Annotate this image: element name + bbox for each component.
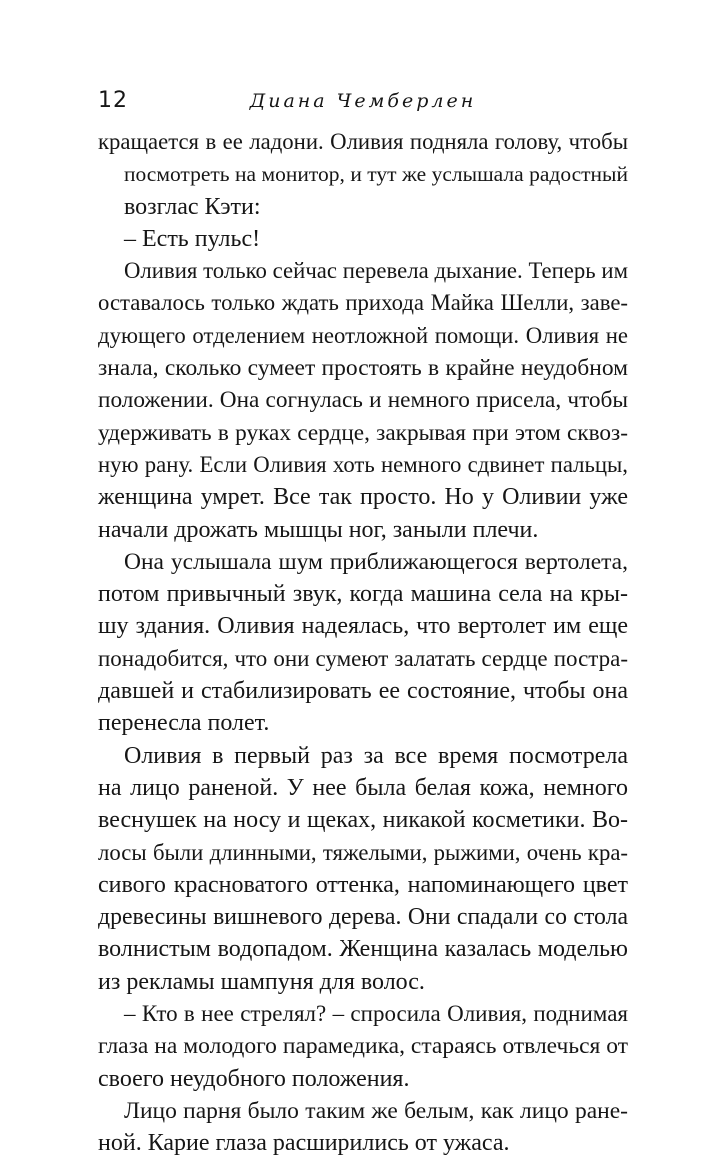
text-line: оставалось только ждать прихода Майка Шелли, заве- [98, 290, 628, 316]
text-line: Оливия в первый раз за все время посмотрела [124, 742, 628, 769]
text-line: положении. Она согнулась и немного присела, чтобы [98, 387, 628, 414]
page-number: 12 [98, 88, 128, 113]
text-line: – Кто в нее стрелял? – спросила Оливия, поднимая [124, 1001, 628, 1027]
text-line: женщина умрет. Все так просто. Но у Оливии уже [98, 484, 628, 511]
running-head [98, 88, 628, 122]
text-line: удерживать в руках сердце, закрывая при этом сквоз- [98, 419, 628, 446]
text-line: – Есть пульс! [124, 225, 261, 252]
text-line: своего неудобного положения. [98, 1065, 410, 1092]
text-line: понадобится, что они сумеют залатать сердце постра- [98, 645, 628, 671]
text-line: посмотреть на монитор, и тут же услышала радостный [124, 162, 628, 187]
text-line: начали дрожать мышцы ног, заныли плечи. [98, 516, 539, 543]
text-line: глаза на молодого парамедика, стараясь отвлечься от [98, 1033, 628, 1060]
text-line: Лицо парня было таким же белым, как лицо ране- [124, 1097, 628, 1124]
text-line: дующего отделением неотложной помощи. Оливия не [98, 322, 628, 348]
text-line: ной. Карие глаза расширились от ужаса. [98, 1130, 510, 1157]
text-line: Она услышала шум приближающегося вертолета, [124, 548, 628, 575]
text-line: сивого красноватого оттенка, напоминающего цвет [98, 871, 628, 898]
text-line: на лицо раненой. У нее была белая кожа, немного [98, 774, 628, 801]
text-line: перенесла полет. [98, 710, 270, 737]
text-line: знала, сколько сумеет простоять в крайне неудобном [98, 355, 628, 382]
text-line: шу здания. Оливия надеялась, что вертолет им еще [98, 613, 628, 640]
body-text [98, 126, 628, 1160]
text-line: кращается в ее ладони. Оливия подняла голову, чтобы [98, 129, 628, 154]
text-line: давшей и стабилизировать ее состояние, чтобы она [98, 678, 628, 705]
text-line: ную рану. Если Оливия хоть немного сдвинет пальцы, [98, 451, 628, 477]
text-line: Оливия только сейчас перевела дыхание. Теперь им [124, 258, 628, 284]
text-line: возглас Кэти: [124, 193, 261, 220]
text-line: лосы были длинными, тяжелыми, рыжими, очень кра- [98, 839, 628, 865]
running-head-author: Диана Чемберлен [249, 90, 477, 112]
text-line: потом привычный звук, когда машина села на кры- [98, 581, 628, 608]
text-line: из рекламы шампуня для волос. [98, 968, 425, 995]
text-line: древесины вишневого дерева. Они спадали со стола [98, 904, 628, 931]
text-line: волнистым водопадом. Женщина казалась моделью [98, 936, 628, 963]
text-line: веснушек на носу и щеках, никакой косметики. Во- [98, 807, 628, 834]
